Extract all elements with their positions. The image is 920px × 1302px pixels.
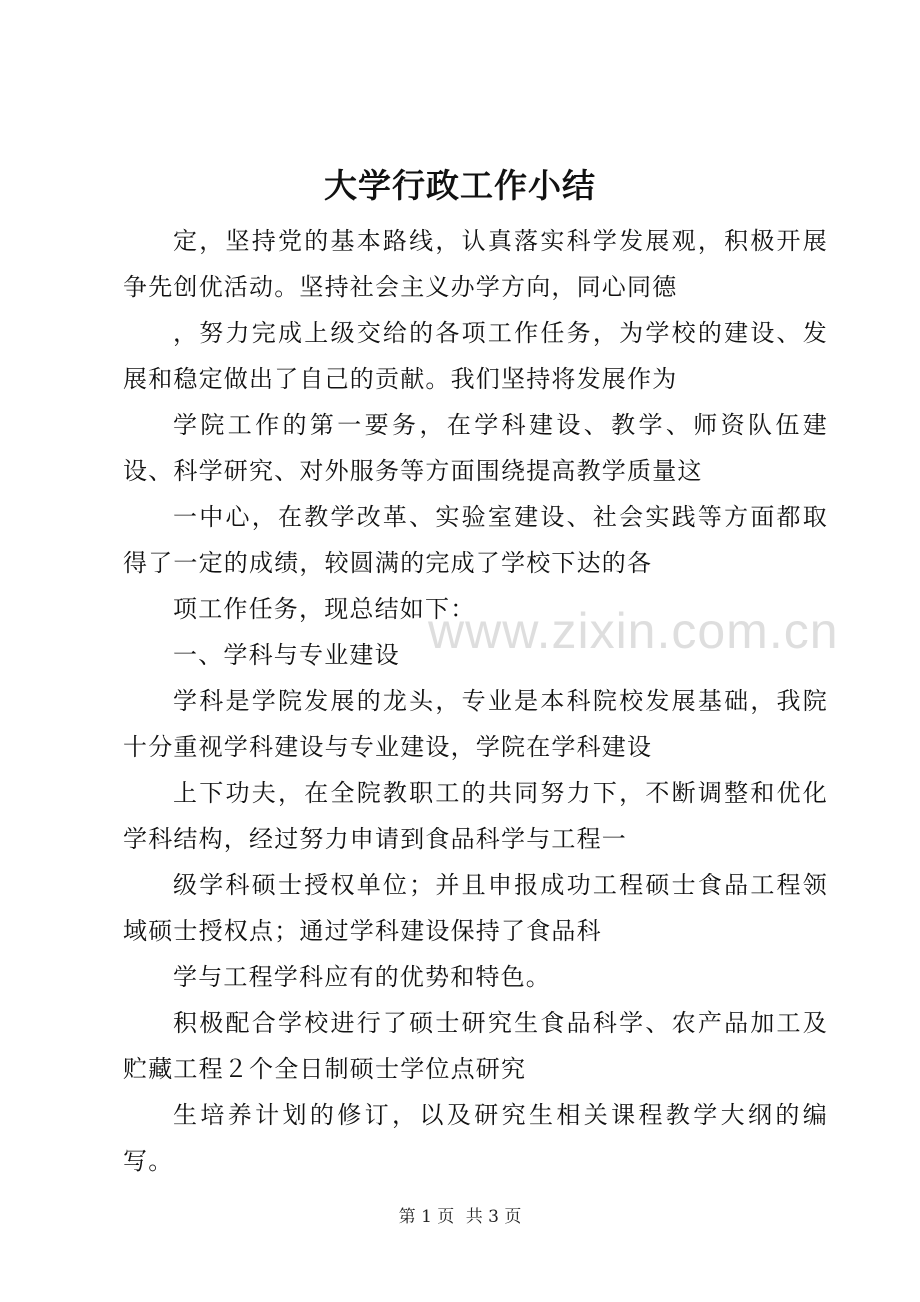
- paragraph: 一中心，在教学改革、实验室建设、社会实践等方面都取得了一定的成绩，较圆满的完成了学校下达的各: [123, 503, 828, 577]
- paragraph: 学科是学院发展的龙头，专业是本科院校发展基础，我院十分重视学科建设与专业建设，学院在学科建设: [123, 687, 828, 761]
- section-heading: 一、学科与专业建设: [173, 641, 400, 669]
- paragraph: 生培养计划的修订，以及研究生相关课程教学大纲的编写。: [123, 1101, 828, 1175]
- paragraph: 上下功夫，在全院教职工的共同努力下，不断调整和优化学科结构，经过努力申请到食品科学与工程一: [123, 779, 828, 853]
- watermark: www.zixin.com.cn: [428, 603, 839, 659]
- page-footer: [0, 1202, 920, 1227]
- paragraph: 学与工程学科应有的优势和特色。: [173, 963, 551, 991]
- document-title: 大学行政工作小结: [324, 166, 596, 205]
- paragraph: 学院工作的第一要务，在学科建设、教学、师资队伍建设、科学研究、对外服务等方面围绕提高教学质量这: [123, 411, 828, 485]
- paragraph: 积极配合学校进行了硕士研究生食品科学、农产品加工及贮藏工程２个全日制硕士学位点研究: [123, 1009, 828, 1083]
- paragraph: 定，坚持党的基本路线，认真落实科学发展观，积极开展争先创优活动。坚持社会主义办学方向，同心同德: [123, 227, 828, 301]
- document-body: [123, 218, 828, 1184]
- paragraph: 项工作任务，现总结如下：: [173, 595, 476, 623]
- paragraph: 级学科硕士授权单位；并且申报成功工程硕士食品工程领域硕士授权点；通过学科建设保持了食品科: [123, 871, 828, 945]
- paragraph: ，努力完成上级交给的各项工作任务，为学校的建设、发展和稳定做出了自己的贡献。我们坚持将发展作为: [123, 319, 828, 393]
- page-total: 共 3 页: [465, 1207, 522, 1227]
- page-number: 第 1 页: [398, 1207, 455, 1227]
